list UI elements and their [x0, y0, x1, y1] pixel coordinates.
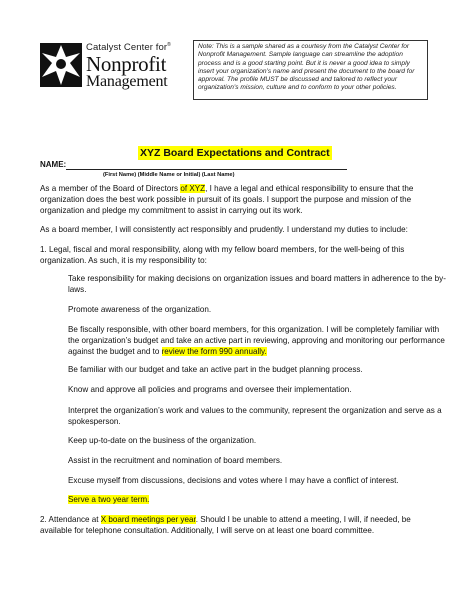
- logo-line2: Nonprofit: [86, 51, 167, 76]
- logo-line1: Catalyst Center for: [86, 42, 168, 54]
- list-item-text: Excuse myself from discussions, decisions and votes where I may have a conflict of interest.: [68, 476, 399, 485]
- attendance-highlight: X board meetings per year: [100, 515, 196, 524]
- list-item-text-a: Be fiscally responsible, with other board members, for this organization. I will be completely familiar with the organization’s budget and take an active part in reviewing, approving and monitoring our performance against the budget and to: [68, 325, 445, 356]
- intro-paragraph: [40, 183, 440, 216]
- list-item-highlight: review the form 990 annually.: [161, 347, 267, 356]
- note-box: Note: This is a sample shared as a courtesy from the Catalyst Center for Nonprofit Management. Sample language can streamline the adoption process and is a good starting point. But it is never a good idea to simply insert your organization’s name and present the document to the board for approval. The profile MUST be discussed and tailored to reflect your organization’s mission, culture and to conform to your other policies.: [193, 40, 428, 100]
- list-item-text: Assist in the recruitment and nomination of board members.: [68, 456, 283, 465]
- name-underline: [66, 169, 347, 170]
- intro-text-b: , I have a legal and ethical responsibility to ensure that the organization does the best work possible in pursuit of its goals. I support the purpose and mission of the organization and pledge my commitment to assist in carrying out its work.: [40, 184, 414, 215]
- logo-registered-mark: ®: [167, 42, 171, 48]
- list-item-text: [68, 494, 448, 505]
- list-item-text: Interpret the organization’s work and values to the community, represent the organization and serve as a spokesperson.: [68, 406, 442, 426]
- intro-text-a: As a member of the Board of Directors: [40, 184, 181, 193]
- duties-paragraph: As a board member, I will consistently act responsibly and prudently. I understand my duties to include:: [40, 225, 408, 234]
- list-item-text: Keep up-to-date on the business of the organization.: [68, 436, 257, 445]
- attendance-text-a: 2. Attendance at: [40, 515, 101, 524]
- name-label: NAME:: [40, 160, 67, 169]
- list-item-text: Be familiar with our budget and take an active part in the budget planning process.: [68, 365, 363, 374]
- list-item-text: Know and approve all policies and programs and oversee their implementation.: [68, 385, 352, 394]
- intro-highlight: of XYZ: [180, 184, 206, 193]
- list-item-text: Promote awareness of the organization.: [68, 305, 212, 314]
- list-item-highlight: Serve a two year term.: [68, 495, 150, 504]
- logo-line3: Management: [86, 72, 168, 90]
- list-item-text: [68, 324, 448, 357]
- name-sublabel: (First Name) (Middle Name or Initial) (Last Name): [103, 172, 235, 178]
- list-item-text: Take responsibility for making decisions on organization issues and board matters in adherence to the by-laws.: [68, 274, 446, 294]
- logo-text: [86, 43, 171, 90]
- logo-mark-icon: [40, 43, 82, 87]
- page-title: XYZ Board Expectations and Contract: [140, 147, 330, 159]
- attendance-text-b: . Should I be unable to attend a meeting, I will, if needed, be available for telephone consultation. Additionally, I will serve on at least one board committee.: [40, 515, 411, 535]
- catalyst-logo: [40, 43, 190, 91]
- attendance-paragraph: [40, 514, 440, 536]
- responsibility-paragraph: 1. Legal, fiscal and moral responsibility, along with my fellow board members, for the well-being of this organization. As such, it is my responsibility to:: [40, 245, 405, 265]
